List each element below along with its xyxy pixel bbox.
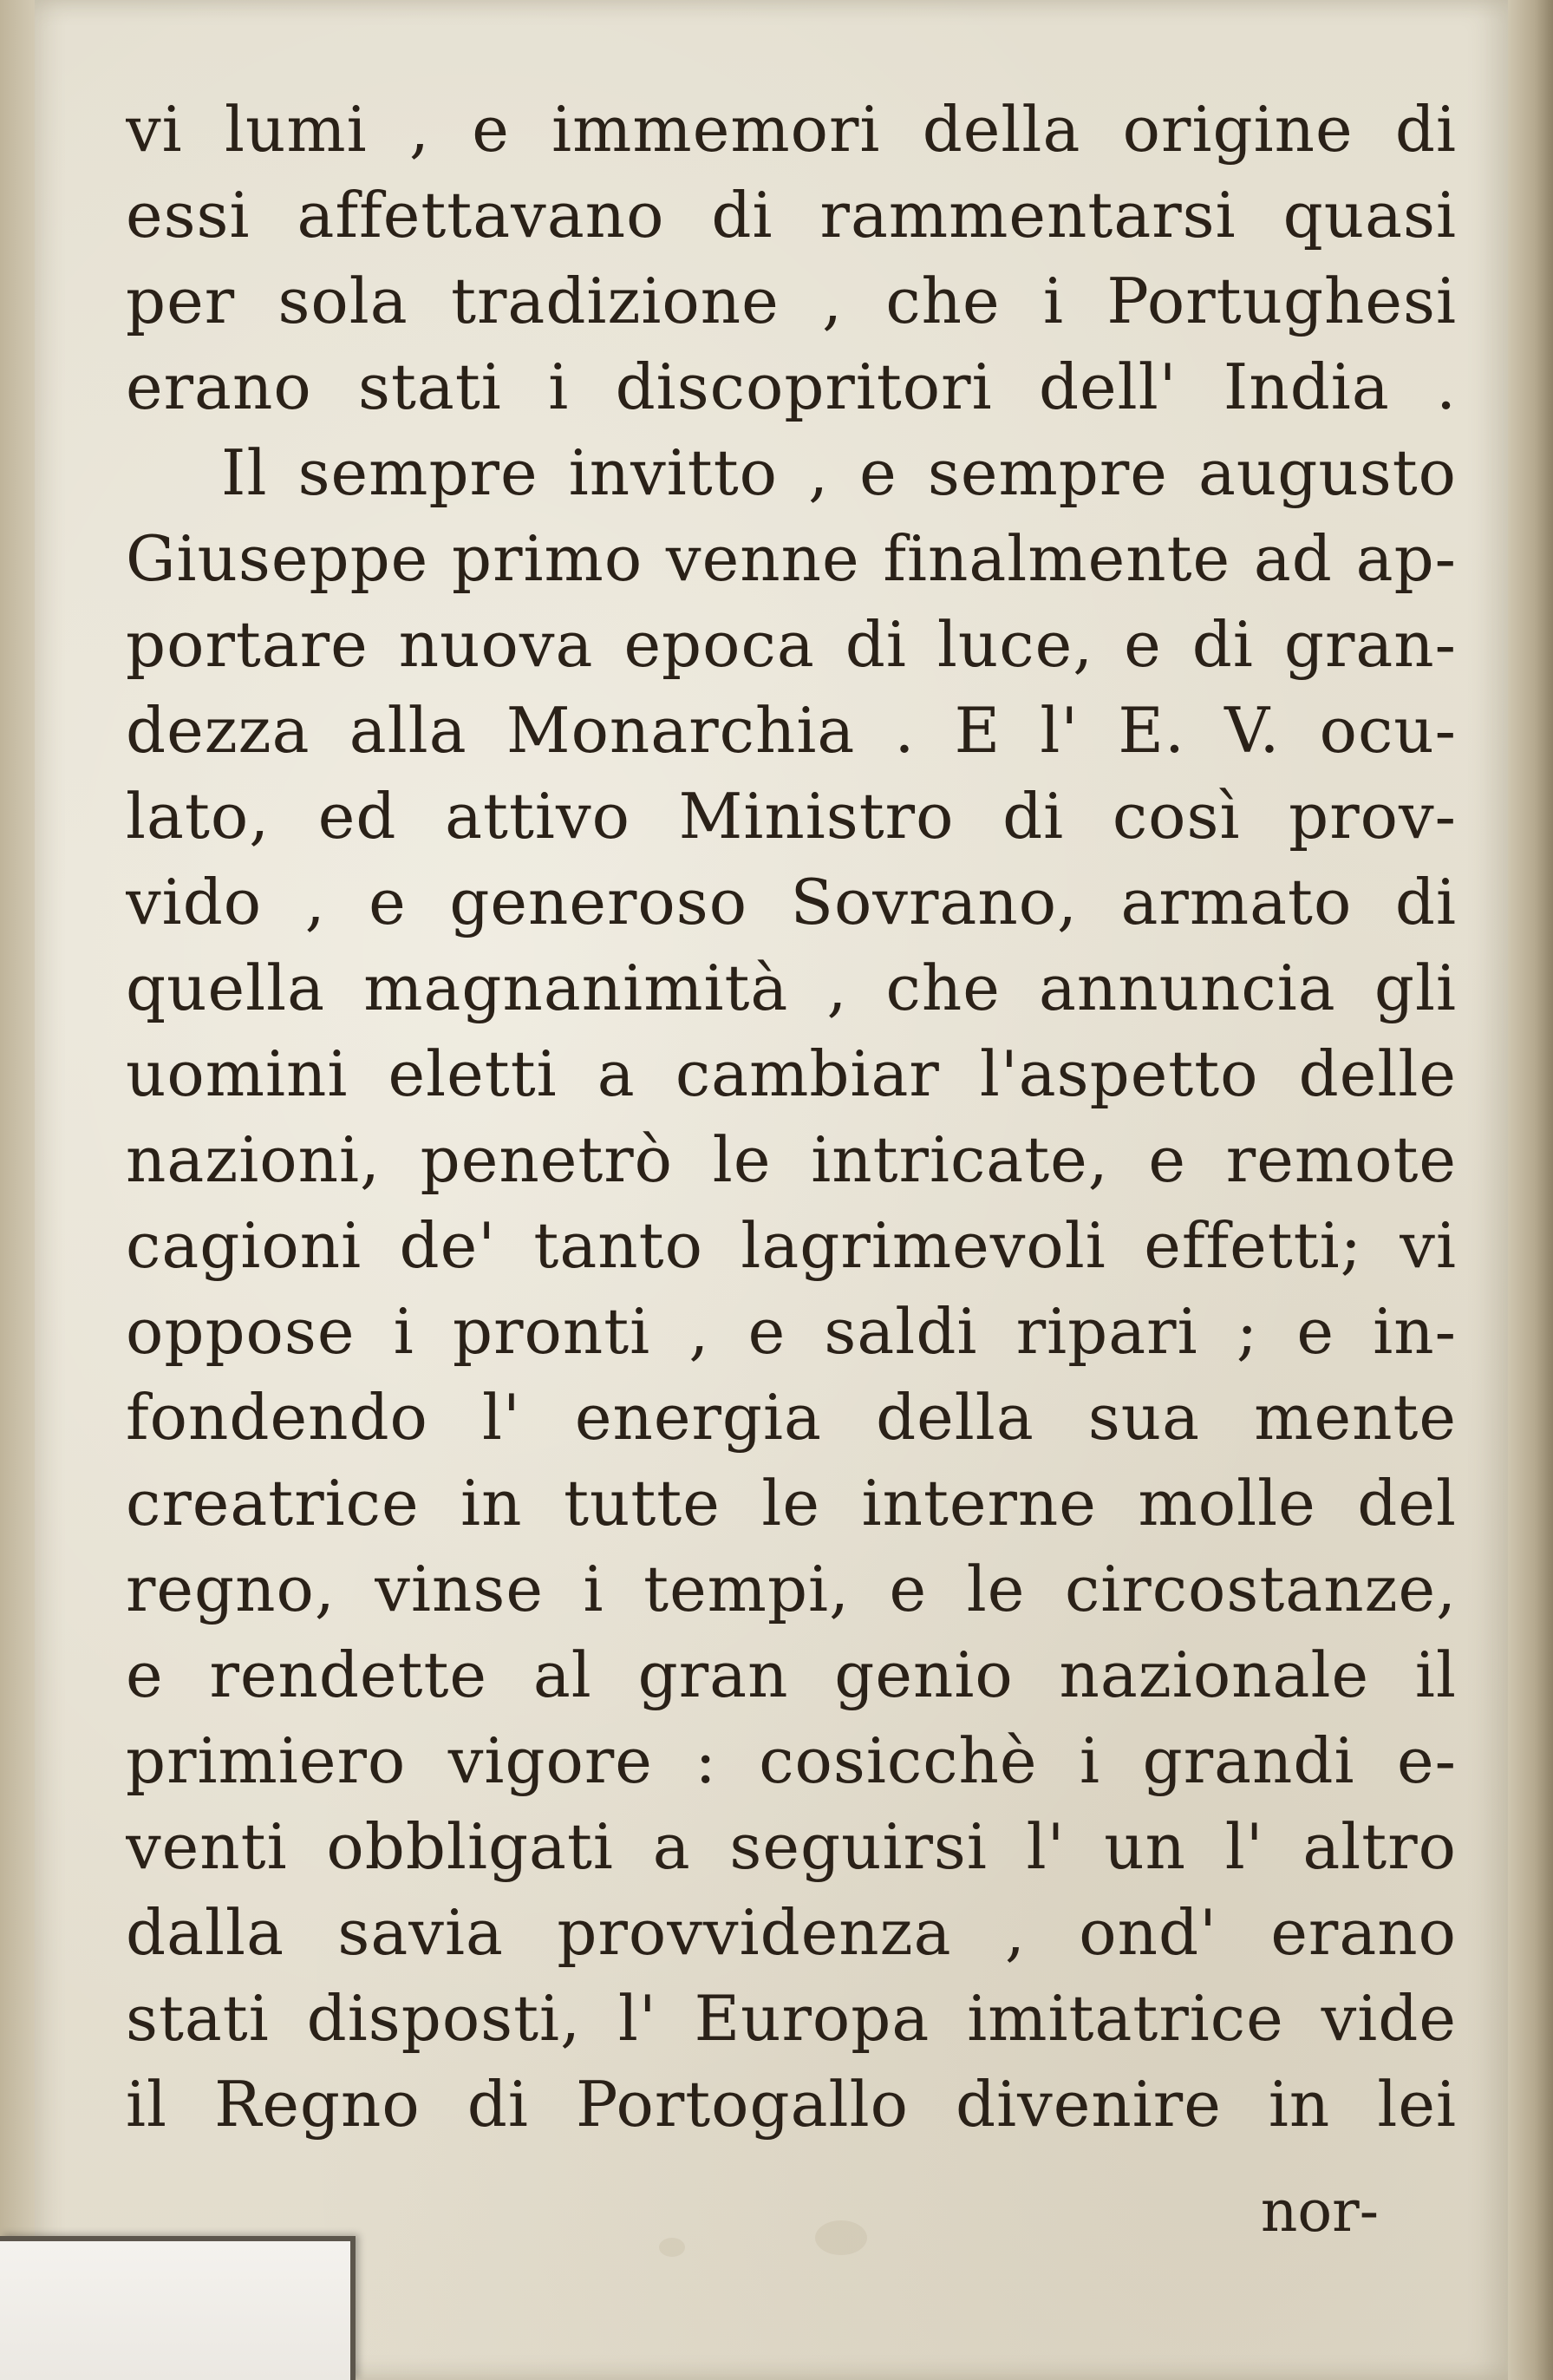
- text-line: essi affettavano di rammentarsi quasi: [126, 179, 1457, 252]
- text-line: dalla savia provvidenza , ond' erano: [126, 1896, 1457, 1969]
- text-line: Giuseppe primo venne finalmente ad ap-: [126, 522, 1457, 595]
- text-line: dezza alla Monarchia . E l' E. V. ocu-: [126, 694, 1457, 767]
- text-line: il Regno di Portogallo divenire in lei: [126, 2068, 1457, 2141]
- text-line: regno, vinse i tempi, e le circostanze,: [126, 1553, 1457, 1625]
- text-line: erano stati i discopritori dell' India .: [126, 350, 1457, 423]
- text-line: Il sempre invitto , e sempre augusto: [221, 436, 1457, 509]
- body-text: [126, 87, 1457, 2148]
- text-line: quella magnanimità , che annuncia gli: [126, 951, 1457, 1024]
- text-line: stati disposti, l' Europa imitatrice vide: [126, 1982, 1457, 2055]
- text-line: cagioni de' tanto lagrimevoli effetti; vi: [126, 1209, 1457, 1282]
- text-line: lato, ed attivo Ministro di così prov-: [126, 780, 1457, 853]
- text-line: vi lumi , e immemori della origine di: [126, 93, 1457, 166]
- text-line: e rendette al gran genio nazionale il: [126, 1638, 1457, 1711]
- text-line: nazioni, penetrò le intricate, e remote: [126, 1123, 1457, 1196]
- text-line: oppose i pronti , e saldi ripari ; e in-: [126, 1295, 1457, 1368]
- text-line: venti obbligati a seguirsi l' un l' altro: [126, 1810, 1457, 1883]
- paper-bookmark: [0, 2236, 356, 2380]
- paper-stain: [659, 2238, 685, 2257]
- text-line: vido , e generoso Sovrano, armato di: [126, 866, 1457, 938]
- text-line: creatrice in tutte le interne molle del: [126, 1467, 1457, 1540]
- paper-stain: [815, 2220, 867, 2255]
- text-line: uomini eletti a cambiar l'aspetto delle: [126, 1037, 1457, 1110]
- page-edge-shadow: [1508, 0, 1553, 2380]
- book-page: [35, 0, 1509, 2380]
- text-line: per sola tradizione , che i Portughesi: [126, 265, 1457, 337]
- text-line: primiero vigore : cosicchè i grandi e-: [126, 1724, 1457, 1797]
- text-line: portare nuova epoca di luce, e di gran-: [126, 608, 1457, 681]
- text-line: fondendo l' energia della sua mente: [126, 1381, 1457, 1454]
- catchword: nor-: [1260, 2178, 1379, 2245]
